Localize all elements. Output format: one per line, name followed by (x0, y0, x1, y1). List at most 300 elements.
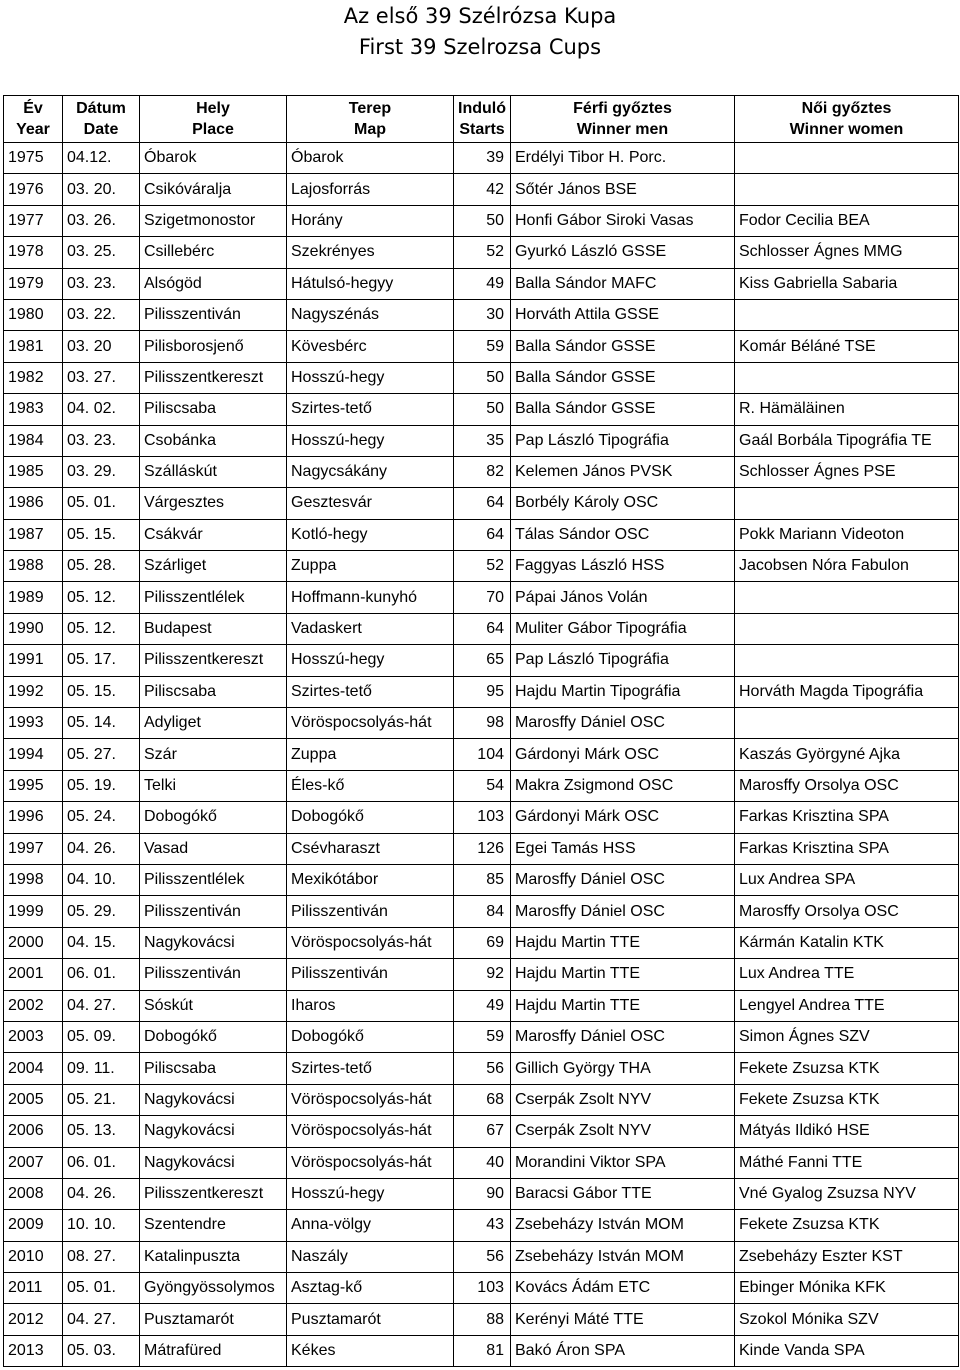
cell-date: 06. 01. (63, 1147, 140, 1178)
header-place: Hely Place (140, 96, 287, 143)
cell-place: Pilisszentlélek (140, 864, 287, 895)
cell-winner-women: Lux Andrea TTE (735, 959, 959, 990)
cell-winner-men: Gárdonyi Márk OSC (511, 739, 735, 770)
table-row (4, 708, 959, 739)
cell-winner-women: Schlosser Ágnes MMG (735, 237, 959, 268)
cell-year: 1998 (4, 864, 63, 895)
cell-year: 2012 (4, 1304, 63, 1335)
cell-winner-men: Gillich György THA (511, 1053, 735, 1084)
table-row (4, 1241, 959, 1272)
header-starts: Induló Starts (454, 96, 511, 143)
cell-winner-women: Fodor Cecilia BEA (735, 205, 959, 236)
page-title: Az első 39 Szélrózsa Kupa (343, 4, 617, 28)
cell-date: 03. 22. (63, 299, 140, 330)
table-row (4, 519, 959, 550)
cell-starts: 52 (454, 551, 511, 582)
table-row (4, 833, 959, 864)
cell-starts: 69 (454, 927, 511, 958)
cell-winner-women (735, 582, 959, 613)
cell-map: Hosszú-hegy (287, 425, 454, 456)
table-row (4, 959, 959, 990)
cell-starts: 39 (454, 143, 511, 174)
cell-winner-men: Marosffy Dániel OSC (511, 708, 735, 739)
table-row (4, 394, 959, 425)
cell-date: 05. 01. (63, 488, 140, 519)
cell-starts: 52 (454, 237, 511, 268)
cell-starts: 42 (454, 174, 511, 205)
cell-map: Vöröspocsolyás-hát (287, 1116, 454, 1147)
cell-winner-men: Hajdu Martin TTE (511, 990, 735, 1021)
cell-date: 04. 27. (63, 1304, 140, 1335)
table-row (4, 488, 959, 519)
cell-year: 1981 (4, 331, 63, 362)
cell-winner-women (735, 174, 959, 205)
cell-starts: 50 (454, 205, 511, 236)
cell-map: Hosszú-hegy (287, 1178, 454, 1209)
cell-winner-men: Gárdonyi Márk OSC (511, 802, 735, 833)
cell-map: Dobogókő (287, 1021, 454, 1052)
table-row (4, 1304, 959, 1335)
cell-winner-women: Mátyás Ildikó HSE (735, 1116, 959, 1147)
cell-place: Szárliget (140, 551, 287, 582)
cell-year: 1987 (4, 519, 63, 550)
cell-year: 1982 (4, 362, 63, 393)
cell-date: 03. 26. (63, 205, 140, 236)
cell-year: 1980 (4, 299, 63, 330)
cell-date: 05. 12. (63, 613, 140, 644)
cell-map: Vöröspocsolyás-hát (287, 1084, 454, 1115)
cell-starts: 103 (454, 802, 511, 833)
cell-winner-women (735, 613, 959, 644)
cell-winner-women (735, 488, 959, 519)
cell-date: 09. 11. (63, 1053, 140, 1084)
cell-winner-men: Marosffy Dániel OSC (511, 864, 735, 895)
table-row (4, 1116, 959, 1147)
table-row (4, 1210, 959, 1241)
cell-starts: 68 (454, 1084, 511, 1115)
cell-map: Nagycsákány (287, 456, 454, 487)
cell-winner-women: Kiss Gabriella Sabaria (735, 268, 959, 299)
cell-map: Hosszú-hegy (287, 362, 454, 393)
cell-map: Szekrényes (287, 237, 454, 268)
cell-date: 05. 28. (63, 551, 140, 582)
cell-map: Horány (287, 205, 454, 236)
table-row (4, 990, 959, 1021)
cell-winner-women: Lux Andrea SPA (735, 864, 959, 895)
cell-winner-men: Baracsi Gábor TTE (511, 1178, 735, 1209)
cell-winner-women: Horváth Magda Tipográfia (735, 676, 959, 707)
cell-place: Pilisszentiván (140, 299, 287, 330)
cell-place: Pilisszentiván (140, 959, 287, 990)
cell-winner-men: Balla Sándor GSSE (511, 331, 735, 362)
cell-year: 2002 (4, 990, 63, 1021)
cell-winner-men: Hajdu Martin TTE (511, 959, 735, 990)
cell-year: 2007 (4, 1147, 63, 1178)
cell-winner-men: Tálas Sándor OSC (511, 519, 735, 550)
cell-place: Csákvár (140, 519, 287, 550)
cell-date: 06. 01. (63, 959, 140, 990)
header-winner-women: Női győztes Winner women (735, 96, 959, 143)
cell-map: Lajosforrás (287, 174, 454, 205)
cell-date: 05. 13. (63, 1116, 140, 1147)
cell-date: 10. 10. (63, 1210, 140, 1241)
table-row (4, 425, 959, 456)
cell-starts: 54 (454, 770, 511, 801)
table-row (4, 1084, 959, 1115)
cell-date: 05. 03. (63, 1335, 140, 1366)
cell-year: 2004 (4, 1053, 63, 1084)
cell-map: Anna-völgy (287, 1210, 454, 1241)
cell-winner-men: Egei Tamás HSS (511, 833, 735, 864)
cell-year: 1997 (4, 833, 63, 864)
cell-place: Szentendre (140, 1210, 287, 1241)
cell-starts: 59 (454, 331, 511, 362)
cell-place: Dobogókő (140, 1021, 287, 1052)
cell-map: Naszály (287, 1241, 454, 1272)
cell-place: Pilisszentkereszt (140, 362, 287, 393)
cell-winner-women: Kármán Katalin KTK (735, 927, 959, 958)
cell-year: 2010 (4, 1241, 63, 1272)
table-row (4, 456, 959, 487)
cell-winner-women: Máthé Fanni TTE (735, 1147, 959, 1178)
cell-place: Nagykovácsi (140, 927, 287, 958)
cell-date: 03. 20 (63, 331, 140, 362)
cell-starts: 35 (454, 425, 511, 456)
cell-year: 1996 (4, 802, 63, 833)
cell-winner-women: Pokk Mariann Videoton (735, 519, 959, 550)
table-row (4, 896, 959, 927)
cell-place: Piliscsaba (140, 1053, 287, 1084)
cell-place: Adyliget (140, 708, 287, 739)
cell-map: Vöröspocsolyás-hát (287, 1147, 454, 1178)
cell-map: Zuppa (287, 739, 454, 770)
cell-place: Piliscsaba (140, 676, 287, 707)
header-year: Év Year (4, 96, 63, 143)
cell-winner-women (735, 645, 959, 676)
cell-year: 1976 (4, 174, 63, 205)
cell-place: Vasad (140, 833, 287, 864)
cell-winner-men: Zsebeházy István MOM (511, 1241, 735, 1272)
cell-place: Pilisszentkereszt (140, 1178, 287, 1209)
table-row (4, 645, 959, 676)
cell-starts: 64 (454, 488, 511, 519)
cell-winner-women: Komár Béláné TSE (735, 331, 959, 362)
cell-date: 04. 15. (63, 927, 140, 958)
cell-year: 2005 (4, 1084, 63, 1115)
cell-winner-women: Farkas Krisztina SPA (735, 833, 959, 864)
cell-place: Budapest (140, 613, 287, 644)
cell-winner-men: Bakó Áron SPA (511, 1335, 735, 1366)
cell-winner-women (735, 143, 959, 174)
table-row (4, 268, 959, 299)
table-row (4, 1021, 959, 1052)
cell-starts: 82 (454, 456, 511, 487)
cell-map: Pusztamarót (287, 1304, 454, 1335)
cell-date: 04. 10. (63, 864, 140, 895)
header-map: Terep Map (287, 96, 454, 143)
cell-starts: 56 (454, 1241, 511, 1272)
cell-place: Nagykovácsi (140, 1116, 287, 1147)
cell-place: Nagykovácsi (140, 1147, 287, 1178)
cell-date: 04. 27. (63, 990, 140, 1021)
cell-map: Nagyszénás (287, 299, 454, 330)
header-winner-men: Férfi győztes Winner men (511, 96, 735, 143)
cell-map: Hátulsó-hegyy (287, 268, 454, 299)
cell-winner-women: Fekete Zsuzsa KTK (735, 1210, 959, 1241)
cell-winner-men: Balla Sándor GSSE (511, 362, 735, 393)
cell-starts: 49 (454, 990, 511, 1021)
cell-starts: 70 (454, 582, 511, 613)
cell-starts: 59 (454, 1021, 511, 1052)
cell-place: Pilisborosjenő (140, 331, 287, 362)
cell-winner-women: Schlosser Ágnes PSE (735, 456, 959, 487)
cell-winner-men: Borbély Károly OSC (511, 488, 735, 519)
cell-map: Dobogókő (287, 802, 454, 833)
cell-winner-men: Kerényi Máté TTE (511, 1304, 735, 1335)
cell-map: Hoffmann-kunyhó (287, 582, 454, 613)
cell-starts: 56 (454, 1053, 511, 1084)
cell-starts: 30 (454, 299, 511, 330)
cell-map: Szirtes-tető (287, 1053, 454, 1084)
cell-winner-women: Marosffy Orsolya OSC (735, 896, 959, 927)
cell-winner-men: Morandini Viktor SPA (511, 1147, 735, 1178)
cell-year: 1994 (4, 739, 63, 770)
cell-place: Pilisszentiván (140, 896, 287, 927)
cell-year: 1992 (4, 676, 63, 707)
cell-winner-men: Horváth Attila GSSE (511, 299, 735, 330)
table-row (4, 613, 959, 644)
cell-place: Szár (140, 739, 287, 770)
cell-place: Szigetmonostor (140, 205, 287, 236)
cell-starts: 95 (454, 676, 511, 707)
cell-winner-men: Hajdu Martin TTE (511, 927, 735, 958)
cell-winner-women: Lengyel Andrea TTE (735, 990, 959, 1021)
cell-place: Piliscsaba (140, 394, 287, 425)
cell-winner-women: Fekete Zsuzsa KTK (735, 1084, 959, 1115)
table-row (4, 205, 959, 236)
cell-year: 2003 (4, 1021, 63, 1052)
header-date: Dátum Date (63, 96, 140, 143)
cell-date: 05. 29. (63, 896, 140, 927)
cell-winner-men: Cserpák Zsolt NYV (511, 1116, 735, 1147)
cell-year: 1993 (4, 708, 63, 739)
cell-winner-men: Gyurkó László GSSE (511, 237, 735, 268)
cell-date: 04.12. (63, 143, 140, 174)
cell-date: 05. 17. (63, 645, 140, 676)
cell-starts: 43 (454, 1210, 511, 1241)
cell-year: 1978 (4, 237, 63, 268)
cell-date: 05. 12. (63, 582, 140, 613)
cell-date: 05. 24. (63, 802, 140, 833)
cell-year: 1984 (4, 425, 63, 456)
cell-date: 04. 26. (63, 1178, 140, 1209)
cell-winner-women (735, 708, 959, 739)
cell-year: 1977 (4, 205, 63, 236)
cell-map: Vöröspocsolyás-hát (287, 927, 454, 958)
table-row (4, 362, 959, 393)
cell-winner-men: Pap László Tipográfia (511, 425, 735, 456)
cell-place: Alsógöd (140, 268, 287, 299)
cell-winner-men: Zsebeházy István MOM (511, 1210, 735, 1241)
cell-place: Gyöngyössolymos (140, 1273, 287, 1304)
cell-map: Kövesbérc (287, 331, 454, 362)
cell-winner-men: Muliter Gábor Tipográfia (511, 613, 735, 644)
cell-map: Mexikótábor (287, 864, 454, 895)
cell-starts: 64 (454, 519, 511, 550)
cell-date: 03. 27. (63, 362, 140, 393)
cell-starts: 81 (454, 1335, 511, 1366)
cell-winner-men: Kovács Ádám ETC (511, 1273, 735, 1304)
cell-winner-men: Pap László Tipográfia (511, 645, 735, 676)
cell-map: Csévharaszt (287, 833, 454, 864)
cell-year: 2009 (4, 1210, 63, 1241)
cell-place: Dobogókő (140, 802, 287, 833)
cell-winner-women: Vné Gyalog Zsuzsa NYV (735, 1178, 959, 1209)
cell-winner-women: Simon Ágnes SZV (735, 1021, 959, 1052)
cell-map: Szirtes-tető (287, 676, 454, 707)
cell-year: 2011 (4, 1273, 63, 1304)
cell-winner-men: Faggyas László HSS (511, 551, 735, 582)
table-row (4, 1335, 959, 1366)
cell-date: 05. 15. (63, 519, 140, 550)
cell-winner-women: R. Hämäläinen (735, 394, 959, 425)
cell-winner-women: Fekete Zsuzsa KTK (735, 1053, 959, 1084)
table-row (4, 739, 959, 770)
table-row (4, 770, 959, 801)
cell-year: 1995 (4, 770, 63, 801)
cell-map: Zuppa (287, 551, 454, 582)
cell-year: 1999 (4, 896, 63, 927)
cell-date: 05. 27. (63, 739, 140, 770)
cell-place: Szálláskút (140, 456, 287, 487)
cell-year: 1979 (4, 268, 63, 299)
cell-winner-women: Kinde Vanda SPA (735, 1335, 959, 1366)
cell-winner-men: Sőtér János BSE (511, 174, 735, 205)
cell-date: 05. 09. (63, 1021, 140, 1052)
table-row (4, 802, 959, 833)
cell-starts: 103 (454, 1273, 511, 1304)
cell-date: 05. 21. (63, 1084, 140, 1115)
cell-map: Gesztesvár (287, 488, 454, 519)
cell-place: Csillebérc (140, 237, 287, 268)
cell-year: 1991 (4, 645, 63, 676)
cell-winner-men: Honfi Gábor Siroki Vasas (511, 205, 735, 236)
results-table (3, 95, 959, 1367)
cell-place: Pusztamarót (140, 1304, 287, 1335)
cell-map: Szirtes-tető (287, 394, 454, 425)
cell-starts: 64 (454, 613, 511, 644)
cell-winner-women (735, 362, 959, 393)
cell-date: 05. 14. (63, 708, 140, 739)
cell-winner-men: Hajdu Martin Tipográfia (511, 676, 735, 707)
cell-place: Sóskút (140, 990, 287, 1021)
cell-date: 03. 23. (63, 425, 140, 456)
cell-place: Telki (140, 770, 287, 801)
cell-date: 05. 01. (63, 1273, 140, 1304)
cell-starts: 104 (454, 739, 511, 770)
cell-winner-women: Ebinger Mónika KFK (735, 1273, 959, 1304)
cell-starts: 126 (454, 833, 511, 864)
cell-map: Hosszú-hegy (287, 645, 454, 676)
cell-year: 1990 (4, 613, 63, 644)
table-row (4, 331, 959, 362)
table-row (4, 237, 959, 268)
cell-winner-women: Szokol Mónika SZV (735, 1304, 959, 1335)
table-row (4, 143, 959, 174)
cell-starts: 98 (454, 708, 511, 739)
cell-winner-men: Kelemen János PVSK (511, 456, 735, 487)
cell-year: 1986 (4, 488, 63, 519)
cell-date: 05. 15. (63, 676, 140, 707)
cell-winner-men: Marosffy Dániel OSC (511, 1021, 735, 1052)
cell-map: Asztag-kő (287, 1273, 454, 1304)
cell-starts: 90 (454, 1178, 511, 1209)
cell-map: Vadaskert (287, 613, 454, 644)
cell-date: 05. 19. (63, 770, 140, 801)
cell-date: 04. 26. (63, 833, 140, 864)
cell-year: 2013 (4, 1335, 63, 1366)
cell-date: 08. 27. (63, 1241, 140, 1272)
cell-place: Pilisszentlélek (140, 582, 287, 613)
cell-starts: 65 (454, 645, 511, 676)
cell-year: 1975 (4, 143, 63, 174)
cell-place: Pilisszentkereszt (140, 645, 287, 676)
cell-starts: 50 (454, 362, 511, 393)
table-row (4, 864, 959, 895)
cell-winner-women: Zsebeházy Eszter KST (735, 1241, 959, 1272)
cell-winner-men: Pápai János Volán (511, 582, 735, 613)
cell-place: Csikóváralja (140, 174, 287, 205)
table-row (4, 1273, 959, 1304)
cell-starts: 67 (454, 1116, 511, 1147)
cell-winner-men: Balla Sándor GSSE (511, 394, 735, 425)
table-row (4, 299, 959, 330)
cell-year: 2000 (4, 927, 63, 958)
table-row (4, 1147, 959, 1178)
cell-map: Kékes (287, 1335, 454, 1366)
header-row (4, 96, 959, 143)
cell-winner-men: Cserpák Zsolt NYV (511, 1084, 735, 1115)
cell-place: Nagykovácsi (140, 1084, 287, 1115)
cell-starts: 49 (454, 268, 511, 299)
cell-winner-women: Jacobsen Nóra Fabulon (735, 551, 959, 582)
cell-starts: 92 (454, 959, 511, 990)
cell-place: Katalinpuszta (140, 1241, 287, 1272)
cell-winner-women: Farkas Krisztina SPA (735, 802, 959, 833)
cell-starts: 85 (454, 864, 511, 895)
cell-map: Éles-kő (287, 770, 454, 801)
cell-winner-men: Erdélyi Tibor H. Porc. (511, 143, 735, 174)
table-row (4, 582, 959, 613)
cell-starts: 50 (454, 394, 511, 425)
cell-starts: 84 (454, 896, 511, 927)
cell-map: Kotló-hegy (287, 519, 454, 550)
cell-map: Óbarok (287, 143, 454, 174)
cell-starts: 40 (454, 1147, 511, 1178)
table-row (4, 1053, 959, 1084)
cell-winner-women: Marosffy Orsolya OSC (735, 770, 959, 801)
cell-place: Óbarok (140, 143, 287, 174)
cell-winner-men: Makra Zsigmond OSC (511, 770, 735, 801)
cell-winner-women: Gaál Borbála Tipográfia TE (735, 425, 959, 456)
cell-year: 1989 (4, 582, 63, 613)
cell-winner-men: Marosffy Dániel OSC (511, 896, 735, 927)
table-row (4, 1178, 959, 1209)
cell-year: 2001 (4, 959, 63, 990)
cell-date: 03. 23. (63, 268, 140, 299)
cell-year: 1983 (4, 394, 63, 425)
cell-year: 2006 (4, 1116, 63, 1147)
